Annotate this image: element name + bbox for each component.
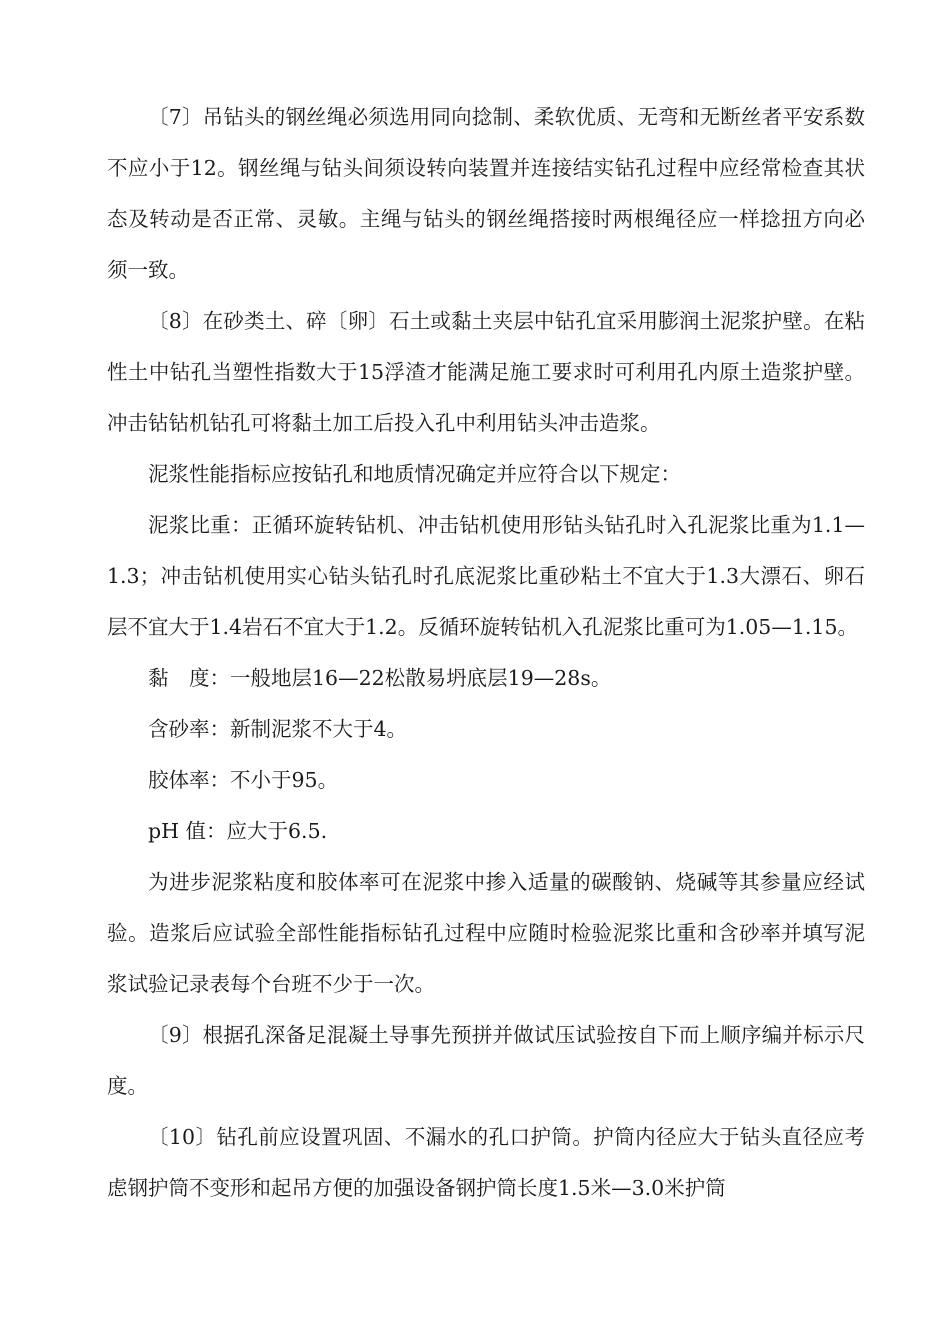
paragraph-viscosity: 黏 度：一般地层16—22松散易坍底层19—28s。	[148, 666, 612, 690]
paragraph-sand-content: 含砂率：新制泥浆不大于4。	[148, 717, 408, 741]
paragraph-mud-density: 泥浆比重：正循环旋转钻机、冲击钻机使用形钻头钻孔时入孔泥浆比重为1.1—1.3；冲击钻机使用实心钻头钻孔时孔底泥浆比重砂粘土不宜大于1.3大漂石、卵石层不宜大于1.4岩石不宜大于1.2。反循环旋转钻机入孔泥浆比重可为1.05—1.15。	[107, 513, 865, 639]
document-page	[107, 92, 865, 1214]
paragraph-mud-intro: 泥浆性能指标应按钻孔和地质情况确定并应符合以下规定：	[148, 462, 681, 486]
paragraph-colloid-rate: 胶体率：不小于95。	[148, 768, 339, 792]
paragraph-item-8: 〔8〕在砂类土、碎〔卵〕石土或黏土夹层中钻孔宜采用膨润土泥浆护壁。在粘性土中钻孔当塑性指数大于15浮渣才能满足施工要求时可利用孔内原土造浆护壁。冲击钻钻机钻孔可将黏土加工后投入孔中利用钻头冲击造浆。	[107, 309, 865, 435]
paragraph-additives: 为进步泥浆粘度和胶体率可在泥浆中掺入适量的碳酸钠、烧碱等其参量应经试验。造浆后应试验全部性能指标钻孔过程中应随时检验泥浆比重和含砂率并填写泥浆试验记录表每个台班不少于一次。	[107, 870, 865, 996]
paragraph-item-10: 〔10〕钻孔前应设置巩固、不漏水的孔口护筒。护筒内径应大于钻头直径应考虑钢护筒不变形和起吊方便的加强设备钢护筒长度1.5米—3.0米护筒	[107, 1125, 865, 1200]
paragraph-ph-value: pH 值：应大于6.5.	[148, 819, 328, 843]
paragraph-item-9: 〔9〕根据孔深备足混凝土导事先预拼并做试压试验按自下而上顺序编并标示尺度。	[107, 1023, 865, 1098]
paragraph-item-7: 〔7〕吊钻头的钢丝绳必须选用同向捻制、柔软优质、无弯和无断丝者平安系数不应小于12。钢丝绳与钻头间须设转向装置并连接结实钻孔过程中应经常检查其状态及转动是否正常、灵敏。主绳与钻头的钢丝绳搭接时两根绳径应一样捻扭方向必须一致。	[107, 105, 865, 282]
